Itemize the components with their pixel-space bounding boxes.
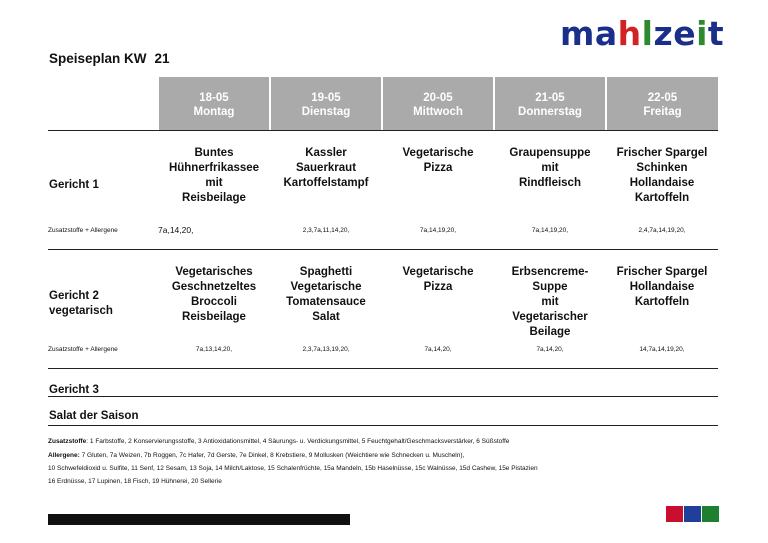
logo-letter: h: [617, 14, 642, 53]
footer-line-3: 10 Schwefeldioxid u. Sulfite, 11 Senf, 12 Sesam, 13 Soja, 14 Milch/Laktose, 15 Schalenfrüchte, 15a Mandeln, 15b Haselnüsse, 15c Walnüsse, 15d Cashew, 15e Pistazien: [48, 465, 538, 472]
divider: [48, 249, 718, 250]
row-label-salat: Salat der Saison: [49, 410, 139, 422]
day-date: 18-05: [199, 92, 229, 104]
codes-g1-thu: 7a,14,19,20,: [531, 227, 569, 234]
dish-g1-tue: Kassler Sauerkraut Kartoffelstampf: [283, 147, 369, 189]
logo-letter: i: [696, 14, 708, 53]
day-header-wed: [383, 77, 493, 130]
page-title: [49, 51, 170, 66]
divider: [48, 130, 718, 131]
week-number: 21: [154, 51, 170, 66]
codes-g1-wed: 7a,14,19,20,: [419, 227, 457, 234]
divider: [48, 368, 718, 369]
day-name: Dienstag: [301, 106, 351, 118]
codes-g2-wed: 7a,14,20,: [424, 346, 452, 353]
codes-g2-thu: 7a,14,20,: [536, 346, 564, 353]
row-label-gericht-3: Gericht 3: [49, 384, 99, 396]
dish-g2-fri: Frischer Spargel Hollandaise Kartoffeln: [616, 266, 708, 308]
logo-letter: e: [673, 14, 697, 53]
footer-allergene: [48, 451, 464, 461]
footer-allergene-label: Allergene:: [48, 452, 80, 459]
red-square: [666, 506, 683, 522]
day-name: Donnerstag: [518, 106, 582, 118]
allergen-row-label: Zusatzstoffe + Allergene: [48, 227, 118, 234]
redacted-bar: [48, 514, 350, 525]
dish-g2-thu: Erbsencreme- Suppe mit Vegetarischer Beilage: [511, 266, 589, 338]
codes-g2-mon: 7a,13,14,20,: [195, 346, 233, 353]
day-header-tue: [271, 77, 381, 130]
day-header-mon: [159, 77, 269, 130]
footer-allergene-text: 7 Gluten, 7a Weizen, 7b Roggen, 7c Hafer, 7d Gerste, 7e Dinkel, 8 Krebstiere, 9 Mollusken (Weichtiere wie Schnecken u. Muscheln),: [79, 452, 465, 459]
logo-letter: z: [653, 14, 674, 53]
divider: [48, 425, 718, 426]
dish-g1-thu: Graupensuppe mit Rindfleisch: [509, 147, 591, 189]
row-label-gericht-1: Gericht 1: [49, 179, 99, 191]
dish-g2-tue: Spaghetti Vegetarische Tomatensauce Salat: [286, 266, 366, 323]
green-square: [702, 506, 719, 522]
dish-g2-mon: Vegetarisches Geschnetzeltes Broccoli Reisbeilage: [171, 266, 257, 323]
dish-g1-fri: Frischer Spargel Schinken Hollandaise Kartoffeln: [616, 147, 708, 204]
logo-letter: m: [560, 14, 595, 53]
codes-g1-mon: 7a,14,20,: [158, 225, 194, 235]
codes-g1-tue: 2,3,7a,11,14,20,: [302, 227, 350, 234]
allergen-row-label: Zusatzstoffe + Allergene: [48, 346, 118, 353]
logo-letter: t: [707, 14, 725, 53]
blue-square: [684, 506, 701, 522]
footer-zusatzstoffe: [48, 437, 509, 447]
dish-g2-wed: Vegetarische Pizza: [402, 266, 474, 293]
day-date: 19-05: [311, 92, 341, 104]
day-name: Montag: [193, 106, 235, 118]
day-header-fri: [607, 77, 718, 130]
dish-g1-mon: Buntes Hühnerfrikassee mit Reisbeilage: [168, 147, 260, 204]
row-label-gericht-2: Gericht 2 vegetarisch: [49, 290, 113, 317]
mahlzeit-logo: [560, 12, 724, 56]
day-name: Mittwoch: [413, 106, 463, 118]
logo-letter: l: [641, 14, 654, 53]
codes-g2-tue: 2,3,7a,13,19,20,: [302, 346, 350, 353]
dish-g1-wed: Vegetarische Pizza: [402, 147, 474, 174]
footer-zusatz-text: : 1 Farbstoffe, 2 Konservierungsstoffe, 3 Antioxidationsmittel, 4 Säurungs- u. Verdickungsmittel, 5 Feuchtgehalt/Geschmacksverstärker, 6 Süßstoffe: [86, 438, 510, 445]
codes-g2-fri: 14,7a,14,19,20,: [639, 346, 685, 353]
day-header-thu: [495, 77, 605, 130]
codes-g1-fri: 2,4,7a,14,19,20,: [638, 227, 686, 234]
footer-line-4: 16 Erdnüsse, 17 Lupinen, 18 Fisch, 19 Hühnerei, 20 Sellerie: [48, 478, 222, 485]
day-name: Freitag: [643, 106, 682, 118]
footer-zusatz-label: Zusatzstoffe: [48, 438, 87, 445]
title-label: Speiseplan KW: [49, 51, 147, 66]
day-date: 22-05: [647, 92, 678, 104]
logo-letter: a: [594, 14, 618, 53]
day-date: 21-05: [535, 92, 565, 104]
day-date: 20-05: [423, 92, 453, 104]
divider: [48, 396, 718, 397]
